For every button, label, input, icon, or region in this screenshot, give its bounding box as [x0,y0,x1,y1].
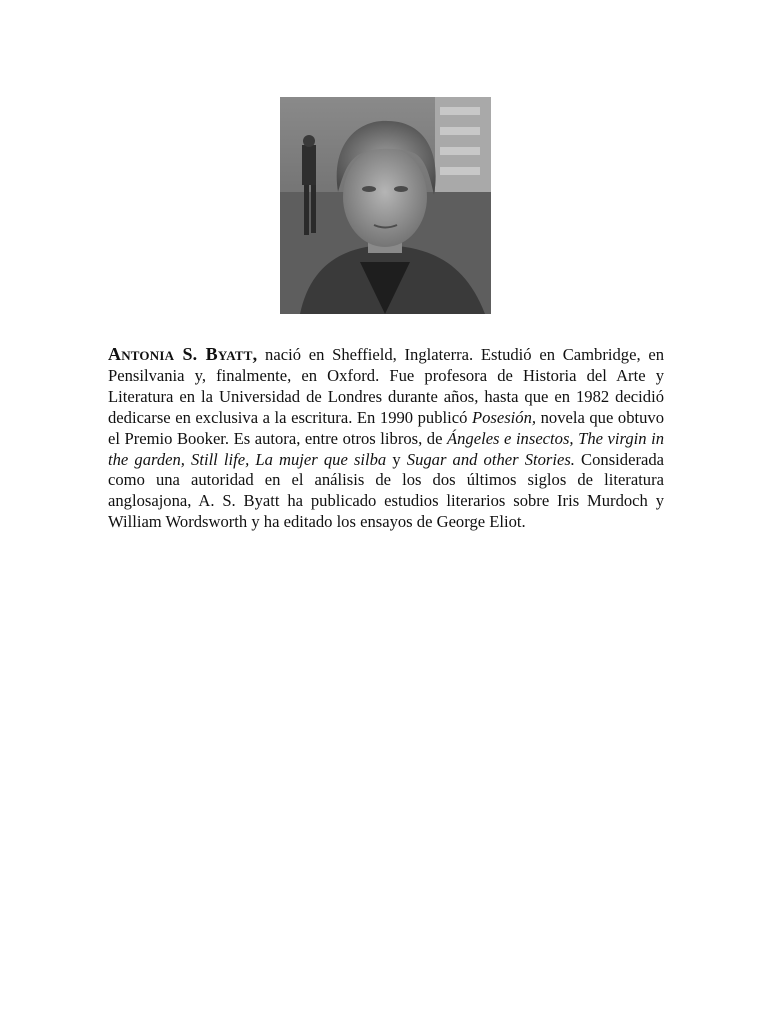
bio-text-part2: novela que obtuvo el Premio Booker. Es autora, entre otros libros, de [108,407,664,448]
book-title-sugar: Sugar and other Stories. [406,449,575,469]
author-portrait-photo-icon [280,97,491,314]
bio-text-part4: Considerada como una autoridad en el análisis de los dos últimos siglos de literatura anglosajona, A. S. Byatt ha publicado estudios literarios sobre Iris Murdoch y William Wordsworth y ha editado los ensayos de George Eliot. [108,449,665,532]
book-title-posesion: Posesión, [471,407,537,427]
bio-text-part1: nació en Sheffield, Inglaterra. Estudió en Cambridge, en Pensilvania y, finalmente, en Oxford. Fue profesora de Historia del Arte y Literatura en la Universidad de Londres durante años, hasta que en 1982 decidió dedicarse en exclusiva a la escritura. En 1990 publicó [108,345,664,427]
author-name: Antonia S. Byatt, [108,344,258,364]
author-biography [108,344,664,533]
author-photo [280,97,491,314]
bio-text-part3: y [386,449,407,469]
book-titles-list: Ángeles e insectos, The virgin in the garden, Still life, La mujer que silba [108,428,664,469]
